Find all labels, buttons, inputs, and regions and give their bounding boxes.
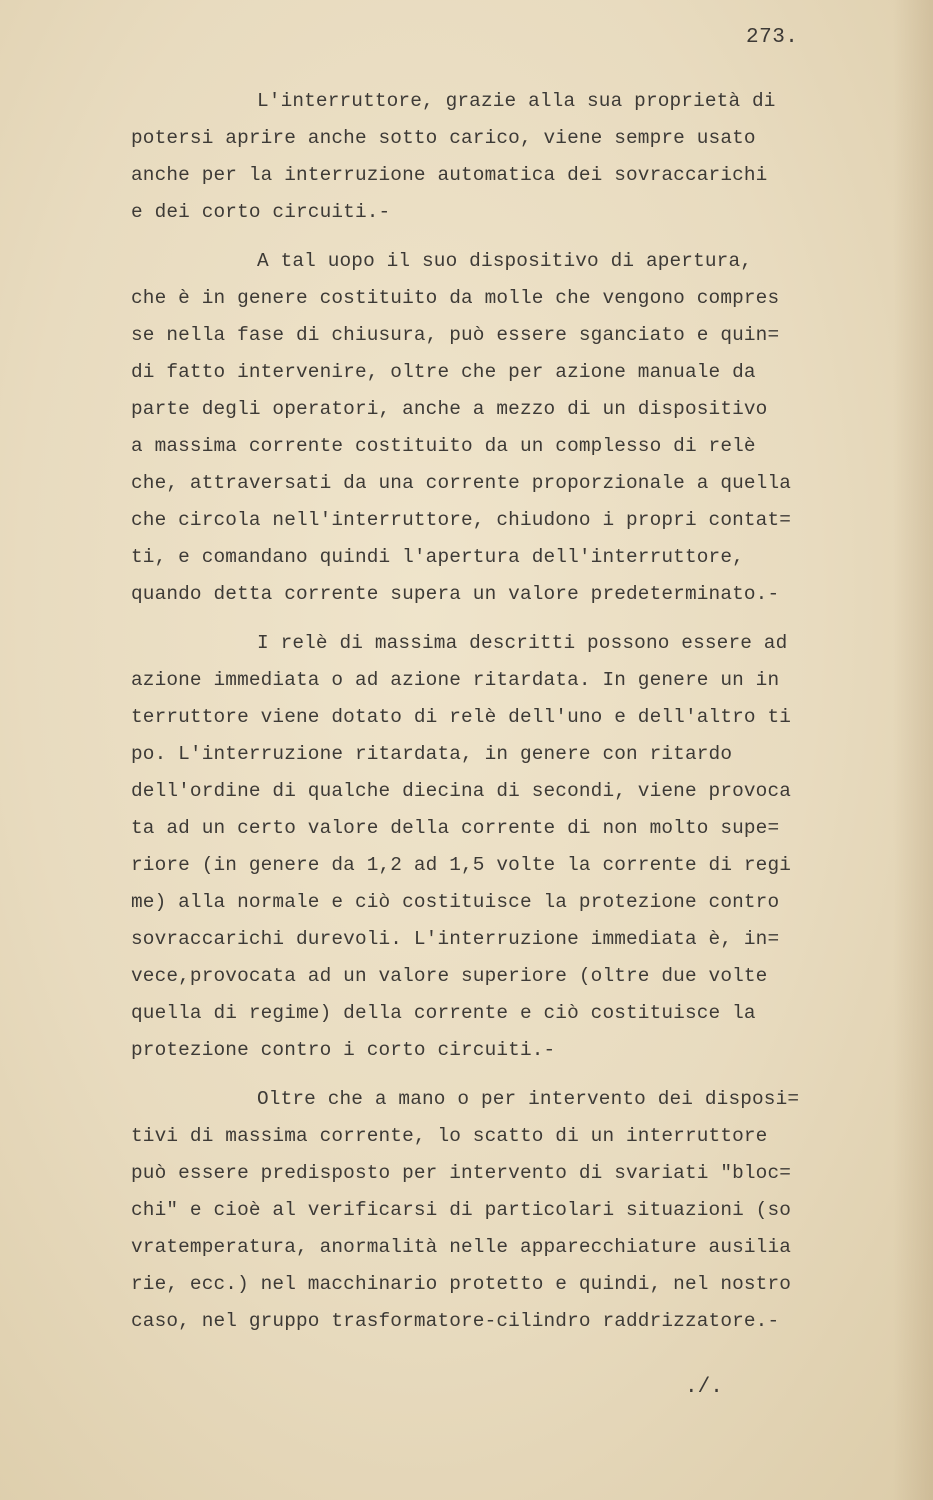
text-line: chi" e cioè al verificarsi di particolari situazioni (so bbox=[131, 1199, 792, 1221]
text-line: dell'ordine di qualche diecina di secondi, viene provoca bbox=[131, 780, 792, 802]
text-line: protezione contro i corto circuiti.- bbox=[131, 1039, 556, 1061]
text-line: vratemperatura, anormalità nelle apparecchiature ausilia bbox=[131, 1236, 792, 1258]
text-line: vece,provocata ad un valore superiore (oltre due volte bbox=[131, 965, 768, 987]
paragraph-4 bbox=[131, 1081, 861, 1340]
text-line: azione immediata o ad azione ritardata. In genere un in bbox=[131, 669, 780, 691]
text-line: riore (in genere da 1,2 ad 1,5 volte la corrente di regi bbox=[131, 854, 792, 876]
paragraph-gap bbox=[131, 231, 861, 243]
text-line: I relè di massima descritti possono essere ad bbox=[257, 632, 788, 654]
text-line: caso, nel gruppo trasformatore-cilindro raddrizzatore.- bbox=[131, 1310, 780, 1332]
text-line: che circola nell'interruttore, chiudono i propri contat= bbox=[131, 509, 792, 531]
text-line: quella di regime) della corrente e ciò costituisce la bbox=[131, 1002, 756, 1024]
text-line: parte degli operatori, anche a mezzo di un dispositivo bbox=[131, 398, 768, 420]
text-line: ti, e comandano quindi l'apertura dell'interruttore, bbox=[131, 546, 744, 568]
text-line: L'interruttore, grazie alla sua proprietà di bbox=[257, 90, 776, 112]
text-line: di fatto intervenire, oltre che per azione manuale da bbox=[131, 361, 756, 383]
text-line: tivi di massima corrente, lo scatto di un interruttore bbox=[131, 1125, 768, 1147]
body-text bbox=[131, 83, 861, 1340]
text-line: ta ad un certo valore della corrente di non molto supe= bbox=[131, 817, 780, 839]
page-number: 273. bbox=[746, 26, 799, 49]
paragraph-2 bbox=[131, 243, 861, 613]
paragraph-gap bbox=[131, 1069, 861, 1081]
text-line: A tal uopo il suo dispositivo di apertura, bbox=[257, 250, 753, 272]
text-line: se nella fase di chiusura, può essere sganciato e quin= bbox=[131, 324, 780, 346]
paragraph-1 bbox=[131, 83, 861, 231]
paragraph-3 bbox=[131, 625, 861, 1069]
text-line: Oltre che a mano o per intervento dei disposi= bbox=[257, 1088, 800, 1110]
text-line: e dei corto circuiti.- bbox=[131, 201, 391, 223]
text-line: quando detta corrente supera un valore predeterminato.- bbox=[131, 583, 780, 605]
text-line: me) alla normale e ciò costituisce la protezione contro bbox=[131, 891, 780, 913]
continuation-mark: ./. bbox=[685, 1376, 723, 1399]
text-line: po. L'interruzione ritardata, in genere con ritardo bbox=[131, 743, 733, 765]
paragraph-gap bbox=[131, 613, 861, 625]
text-line: che è in genere costituito da molle che vengono compres bbox=[131, 287, 780, 309]
page-edge-shadow bbox=[893, 0, 933, 1500]
text-line: rie, ecc.) nel macchinario protetto e quindi, nel nostro bbox=[131, 1273, 792, 1295]
text-line: potersi aprire anche sotto carico, viene sempre usato bbox=[131, 127, 756, 149]
text-line: che, attraversati da una corrente proporzionale a quella bbox=[131, 472, 792, 494]
text-line: può essere predisposto per intervento di svariati "bloc= bbox=[131, 1162, 792, 1184]
text-line: sovraccarichi durevoli. L'interruzione immediata è, in= bbox=[131, 928, 780, 950]
text-line: terruttore viene dotato di relè dell'uno e dell'altro ti bbox=[131, 706, 792, 728]
text-line: a massima corrente costituito da un complesso di relè bbox=[131, 435, 756, 457]
text-line: anche per la interruzione automatica dei sovraccarichi bbox=[131, 164, 768, 186]
